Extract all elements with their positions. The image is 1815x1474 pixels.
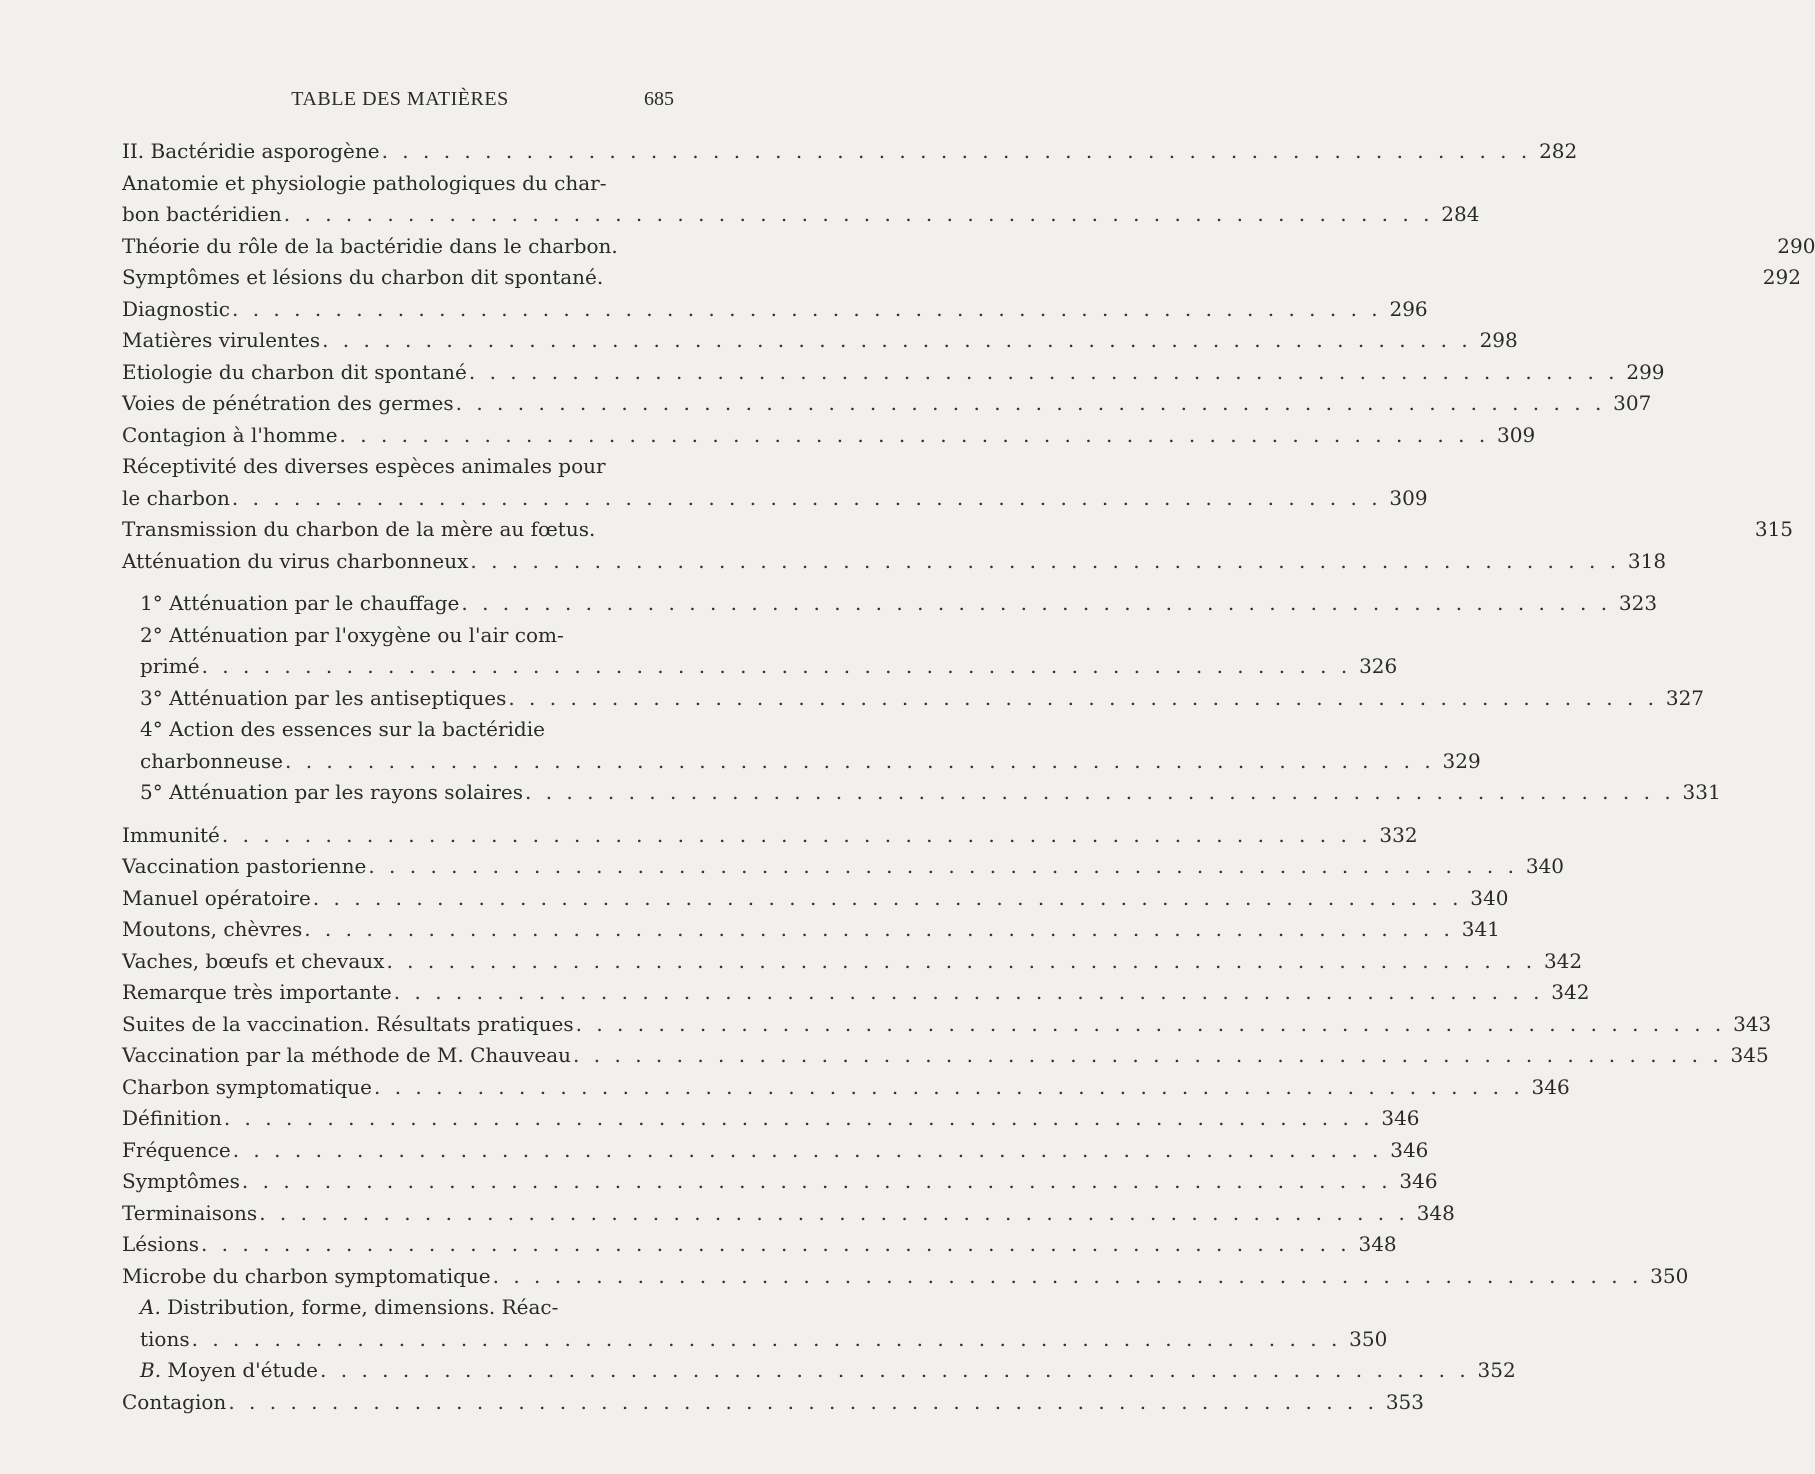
toc-entry-title: Lésions (122, 1232, 199, 1256)
dot-leader (230, 294, 1382, 326)
toc-entry (122, 883, 1509, 915)
dot-leader (200, 651, 1352, 683)
toc-entry-title: Suites de la vaccination. Résultats pratiques (122, 1011, 574, 1036)
toc-entry-first-line: 4° Action des essences sur la bactéridie (140, 717, 545, 741)
toc-entry (122, 1261, 1689, 1293)
toc-entry-page: 329 (1442, 748, 1481, 773)
toc-entry (122, 483, 1428, 515)
toc-entry (122, 262, 1801, 294)
toc-entry-page: 299 (1626, 359, 1665, 384)
toc-entry-title: Contagion (122, 1389, 227, 1414)
toc-entry-page: 343 (1733, 1011, 1772, 1036)
toc-entry-title: Symptômes (122, 1169, 240, 1193)
toc-entry (122, 388, 1652, 420)
toc-entry-page: 346 (1381, 1106, 1420, 1130)
toc-entry-page: 342 (1543, 948, 1583, 973)
toc-entry-title: Etiologie du charbon dit spontané (122, 359, 467, 384)
toc-entry-title: 5° Atténuation par les rayons solaires (140, 780, 523, 804)
dot-leader (380, 136, 1532, 168)
toc-entry-title: Microbe du charbon symptomatique (122, 1263, 491, 1288)
dot-leader (523, 777, 1675, 809)
dot-leader (338, 420, 1490, 452)
toc-entry-page: 282 (1539, 139, 1578, 163)
toc-entry-page: 340 (1470, 885, 1509, 910)
toc-entry-first-line: Réceptivité des diverses espèces animales pour (122, 454, 606, 478)
toc-entry-page: 296 (1389, 296, 1428, 321)
toc-entry-page: 327 (1665, 685, 1705, 710)
toc-entry (122, 651, 1398, 683)
toc-entry-title: Manuel opératoire (122, 885, 311, 910)
table-of-contents (122, 136, 1815, 1418)
dot-leader (222, 1103, 1374, 1135)
dot-leader (190, 1324, 1342, 1356)
toc-entry (122, 1009, 1772, 1041)
toc-entry (122, 294, 1428, 326)
dot-leader (283, 746, 1435, 778)
toc-entry (122, 777, 1721, 809)
toc-entry (122, 977, 1590, 1009)
toc-entry-page: 353 (1385, 1389, 1424, 1414)
toc-entry-first-line: Anatomie et physiologie pathologiques du char- (122, 170, 607, 195)
toc-entry (122, 1355, 1516, 1387)
toc-entry-title: Symptômes et lésions du charbon dit spontané. (122, 265, 604, 289)
dot-leader (392, 977, 1544, 1009)
toc-entry (122, 357, 1665, 389)
toc-entry (122, 1387, 1424, 1419)
toc-entry (122, 514, 1794, 546)
toc-entry-title: Vaccination pastorienne (122, 854, 367, 878)
toc-entry-page: 309 (1389, 485, 1428, 510)
toc-entry (122, 1198, 1455, 1230)
dot-leader (282, 199, 1434, 231)
dot-leader (226, 1387, 1378, 1419)
toc-entry-page: 348 (1416, 1200, 1455, 1225)
toc-entry-title: Charbon symptomatique (122, 1074, 372, 1099)
toc-entry-title: Définition (122, 1106, 222, 1130)
toc-entry-title: Atténuation du virus charbonneux (122, 548, 469, 573)
toc-entry-title: le charbon (122, 485, 230, 510)
dot-leader (468, 546, 1620, 578)
toc-entry-page: 318 (1627, 548, 1667, 573)
toc-entry-title: Terminaisons (122, 1200, 258, 1225)
dot-leader (459, 588, 1611, 620)
toc-entry-title: 3° Atténuation par les antiseptiques (140, 685, 507, 710)
toc-entry (122, 914, 1500, 946)
running-title: TABLE DES MATIÈRES (291, 88, 509, 110)
toc-entry-page: 348 (1358, 1232, 1397, 1256)
toc-entry (122, 1072, 1570, 1104)
toc-entry-title: Transmission du charbon de la mère au fœtus. (122, 517, 596, 541)
toc-entry-title: primé (140, 654, 200, 678)
toc-entry-page: 307 (1613, 391, 1652, 415)
dot-leader (231, 1135, 1383, 1167)
dot-leader (302, 914, 1454, 946)
toc-entry-page: 309 (1497, 422, 1536, 447)
toc-entry-page: 341 (1461, 917, 1500, 941)
dot-leader (318, 1355, 1470, 1387)
toc-entry-title: Théorie du rôle de la bactéridie dans le charbon. (122, 233, 618, 258)
dot-leader (506, 683, 1658, 715)
toc-entry-page: 352 (1477, 1358, 1516, 1382)
toc-entry-page: 342 (1551, 980, 1590, 1004)
toc-entry-page: 332 (1379, 822, 1418, 847)
toc-entry-page: 346 (1399, 1169, 1438, 1193)
toc-entry-page: 292 (1762, 265, 1801, 289)
toc-entry (122, 1229, 1397, 1261)
toc-entry-page: 284 (1441, 202, 1480, 226)
toc-entry-page: 345 (1730, 1043, 1769, 1067)
toc-entry (122, 588, 1658, 620)
dot-leader (257, 1198, 1409, 1230)
toc-entry (122, 136, 1578, 168)
toc-entry-title: II. Bactéridie asporogène (122, 139, 380, 163)
toc-entry (122, 946, 1583, 978)
page-header (0, 88, 800, 118)
toc-entry-page: 346 (1531, 1074, 1570, 1099)
dot-leader (467, 357, 1619, 389)
toc-entry-page: 340 (1525, 854, 1564, 878)
dot-leader (491, 1261, 1643, 1293)
dot-leader (240, 1166, 1392, 1198)
toc-entry-title: Diagnostic (122, 296, 230, 321)
toc-entry (122, 325, 1518, 357)
toc-entry-title: Vaccination par la méthode de M. Chauveau (122, 1043, 572, 1067)
toc-entry-page: 346 (1390, 1137, 1429, 1162)
dot-leader (366, 851, 1518, 883)
dot-leader (454, 388, 1606, 420)
toc-entry-title: Voies de pénétration des germes (122, 391, 454, 415)
toc-entry (122, 1324, 1388, 1356)
toc-entry-title: Immunité (122, 822, 220, 847)
toc-entry-title: bon bactéridien (122, 202, 282, 226)
toc-entry-title: Matières virulentes (122, 328, 321, 352)
toc-entry-title: Vaches, bœufs et chevaux (122, 948, 385, 973)
toc-entry-page: 331 (1682, 780, 1721, 804)
toc-entry-title: Fréquence (122, 1137, 231, 1162)
toc-entry-title: tions (140, 1326, 190, 1351)
dot-leader (199, 1229, 1351, 1261)
toc-entry (122, 231, 1815, 263)
dot-leader (372, 1072, 1524, 1104)
toc-entry (122, 683, 1705, 715)
toc-entry (122, 199, 1480, 231)
toc-entry (122, 1040, 1769, 1072)
toc-entry-page: 315 (1754, 517, 1794, 541)
toc-entry-first-line: A. Distribution, forme, dimensions. Réac- (140, 1295, 559, 1319)
dot-leader (311, 883, 1463, 915)
toc-entry (122, 420, 1536, 452)
toc-entry-title: charbonneuse (140, 748, 283, 773)
toc-entry (122, 746, 1481, 778)
dot-leader (220, 820, 1372, 852)
toc-entry-page: 290 (1777, 233, 1815, 258)
dot-leader (571, 1040, 1723, 1072)
toc-entry-page: 326 (1359, 654, 1398, 678)
dot-leader (574, 1009, 1726, 1041)
dot-leader (384, 946, 1536, 978)
toc-entry-title: Moutons, chèvres (122, 917, 303, 941)
toc-entry (122, 546, 1667, 578)
toc-entry (122, 1135, 1429, 1167)
toc-entry (122, 820, 1418, 852)
toc-entry-title: Remarque très importante (122, 980, 392, 1004)
page-number: 685 (644, 88, 674, 110)
toc-entry-page: 298 (1479, 328, 1518, 352)
toc-entry (122, 1166, 1438, 1198)
toc-entry (122, 851, 1564, 883)
toc-entry-title: 1° Atténuation par le chauffage (140, 591, 460, 615)
toc-entry-first-line: 2° Atténuation par l'oxygène ou l'air com- (140, 622, 564, 647)
toc-entry-page: 350 (1349, 1326, 1388, 1351)
toc-entry-title: Contagion à l'homme (122, 422, 338, 447)
toc-entry-page: 323 (1618, 591, 1658, 615)
toc-entry-page: 350 (1650, 1263, 1689, 1288)
dot-leader (230, 483, 1382, 515)
dot-leader (320, 325, 1472, 357)
toc-entry (122, 1103, 1420, 1135)
toc-entry-title: B. Moyen d'étude (140, 1358, 319, 1382)
